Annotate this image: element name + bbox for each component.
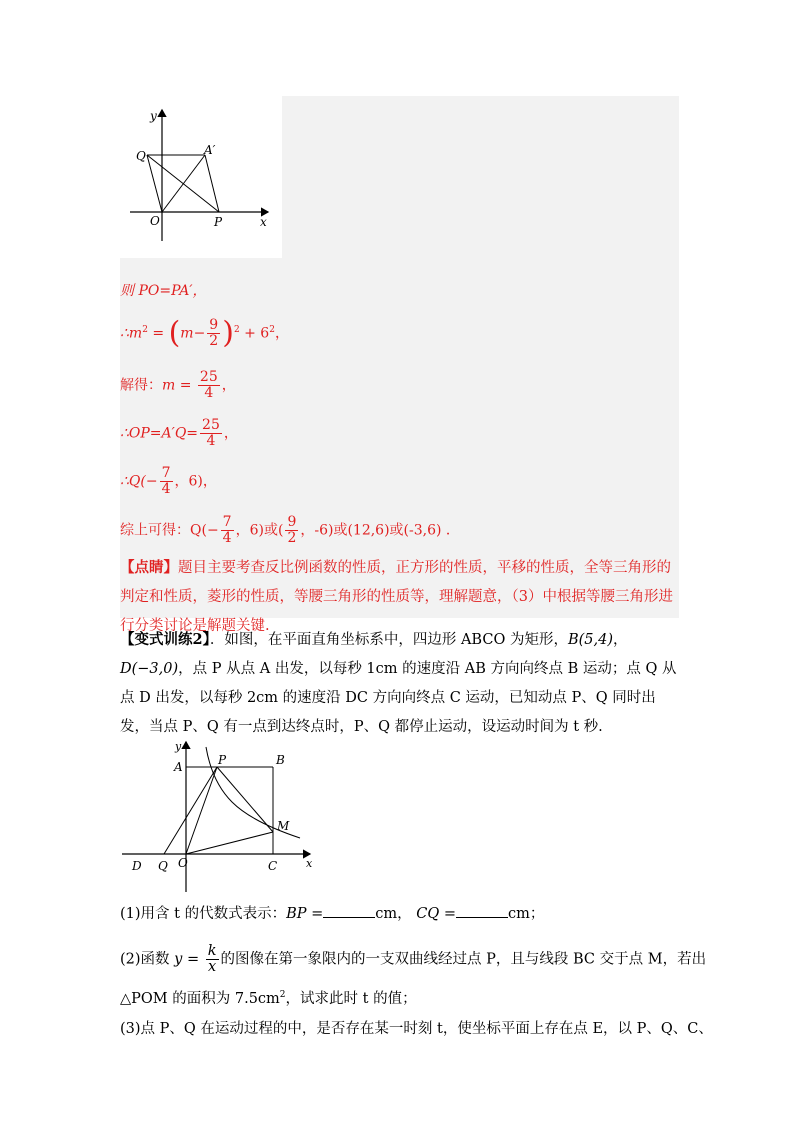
fraction-25-4: $\frac{25}{4}$ <box>199 369 218 401</box>
segment-pm <box>217 767 273 832</box>
fraction-7-4-b: $\frac{7}{4}$ <box>222 514 232 546</box>
fraction-7-4: $\frac{7}{4}$ <box>161 465 171 497</box>
label-p: P <box>214 215 223 229</box>
figure-rhombus-svg <box>120 96 282 258</box>
label-b: B <box>276 753 285 767</box>
label-x-2: x <box>306 857 313 870</box>
solution-line-1: 则 PO=PA′， <box>120 283 207 299</box>
solution-line-3: 解得：m = $\frac{25}{4}$ ， <box>120 369 236 401</box>
segment-om <box>186 832 273 854</box>
fraction-9-2-b: $\frac{9}{2}$ <box>287 514 297 546</box>
label-q-2: Q <box>158 859 168 873</box>
label-y: y <box>150 109 157 123</box>
segment-qo <box>147 155 162 212</box>
label-a-prime: A′ <box>204 143 216 157</box>
label-m: M <box>277 819 290 833</box>
solution-line-4: ∴OP=A′Q= $\frac{25}{4}$ ， <box>120 417 238 449</box>
fraction-25-4-b: $\frac{25}{4}$ <box>202 417 220 449</box>
segment-ap <box>205 155 219 212</box>
label-a: A <box>174 760 183 774</box>
label-x: x <box>260 215 267 229</box>
label-o-2: O <box>178 856 188 870</box>
solution-line-2: $\therefore m^2 = (m-$ $\frac{9}{2}$ )$^2 + 6^2$， <box>120 315 289 351</box>
fraction-k-x: $\frac{k}{x}$ <box>207 943 217 975</box>
exercise-paragraph: 【变式训练2】．如图，在平面直角坐标系中，四边形 ABCO 为矩形，B(5,4)，D(−3,0)，点 P 从点 A 出发，以每秒 1cm 的速度沿 AB 方向向终点 B 运动；点 Q 从点 D 出发，以每秒 2cm 的速度沿 DC 方向向终点 C 运动，已知动点 P、Q 同时出发，当点 P、Q 有一点到达终点时，P、Q 都停止运动，设运动时间为 t 秒. <box>120 631 677 735</box>
solution-line-5: ∴Q(− $\frac{7}{4}$ ，6)， <box>120 465 217 497</box>
question-3: (3)点 P、Q 在运动过程的中，是否存在某一时刻 t，使坐标平面上存在点 E，以 P、Q、C、 <box>120 1021 713 1037</box>
figure-rectangle-hyperbola-svg <box>120 737 320 897</box>
label-p-2: P <box>218 753 227 767</box>
label-o: O <box>150 214 160 228</box>
figure-rectangle-hyperbola <box>120 737 320 897</box>
label-y-2: y <box>175 740 182 753</box>
comment-paragraph: 【点睛】题目主要考查反比例函数的性质，正方形的性质，平移的性质，全等三角形的判定和性质，菱形的性质，等腰三角形的性质等，理解题意，（3）中根据等腰三角形进行分类讨论是解题关键. <box>120 559 673 634</box>
segment-qp <box>147 155 219 212</box>
question-2-line-2: △POM 的面积为 $7.5cm^2$，试求此时 t 的值； <box>120 990 417 1007</box>
figure-rhombus <box>120 96 282 258</box>
question-2-line-1: (2)函数 y = $\frac{k}{x}$ 的图像在第一象限内的一支双曲线经过点 P，且与线段 BC 交于点 M，若出 <box>120 943 707 975</box>
answer-blank-bp[interactable] <box>323 903 375 918</box>
answer-blank-cq[interactable] <box>456 903 508 918</box>
label-d: D <box>132 859 142 873</box>
fraction-9-2: $\frac{9}{2}$ <box>209 317 219 349</box>
label-c: C <box>268 859 278 873</box>
question-1: (1)用含 t 的代数式表示：BP = cm， CQ = cm； <box>120 903 544 924</box>
solution-line-6: 综上可得：Q(− $\frac{7}{4}$ ，6)或( $\frac{9}{2}$ ，-6)或(12,6)或(-3,6) ． <box>120 514 460 546</box>
label-q: Q <box>136 149 146 163</box>
